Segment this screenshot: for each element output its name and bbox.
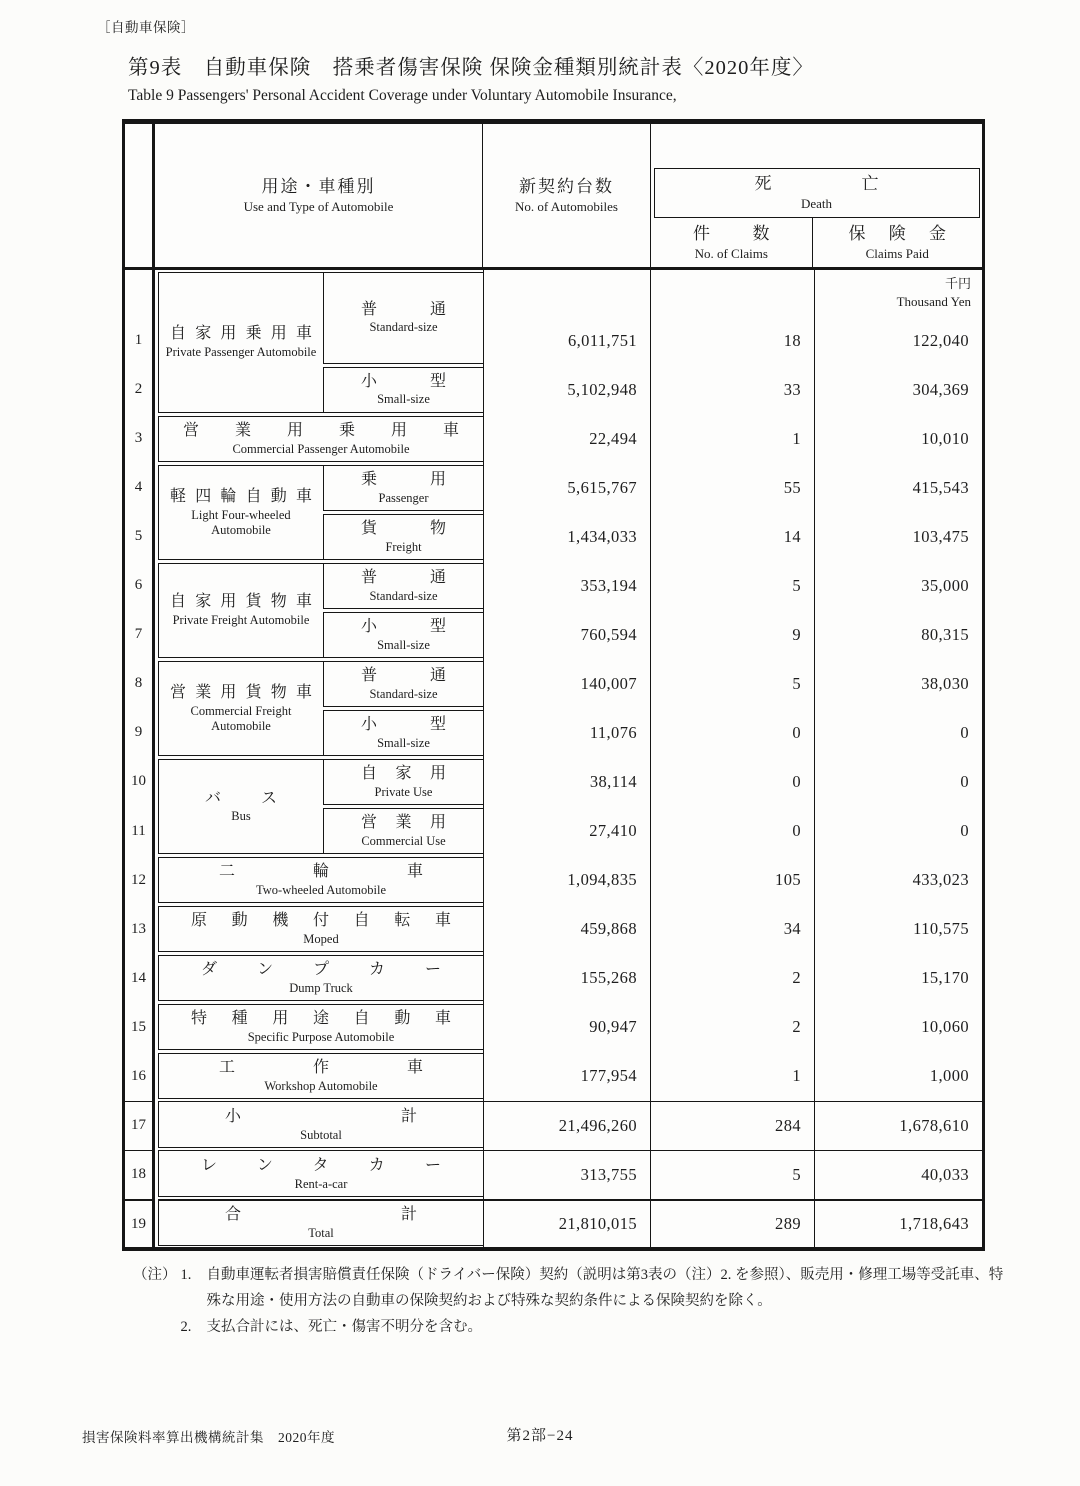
sub-label-row-10 (323, 759, 483, 805)
label-jp: 合計 (225, 1206, 417, 1224)
header-death-spacer (651, 124, 982, 168)
label-jp: 特種用途自動車 (191, 1010, 451, 1028)
row-18-automobiles: 313,755 (483, 1150, 651, 1199)
sub-label-en: Small-size (377, 392, 430, 407)
row-13-automobiles: 459,868 (483, 905, 651, 954)
row-19-no: 19 (125, 1199, 155, 1248)
row-12-paid: 433,023 (912, 870, 969, 890)
label-row-18-rentacar (158, 1150, 483, 1198)
row-2-claims: 33 (651, 365, 815, 414)
strip-rownum (125, 270, 155, 316)
sub-label-jp: 自家用 (361, 765, 446, 783)
unit-label-jp: 千円 (944, 276, 971, 291)
row-6-claims: 5 (651, 561, 815, 610)
table-body (125, 270, 982, 1248)
row-18-no: 18 (125, 1150, 155, 1199)
group-label-private-freight (158, 563, 323, 658)
header-use-type (155, 124, 483, 267)
row-8-no: 8 (125, 659, 155, 708)
row-16-paid: 1,000 (929, 1066, 969, 1086)
header-claims-count-jp: 件数 (693, 223, 770, 243)
row-4-claims: 55 (651, 463, 815, 512)
sub-label-row-9 (323, 710, 483, 756)
row-16-no: 16 (125, 1052, 155, 1101)
group-label-jp: 自家用乗用車 (170, 325, 312, 343)
row-11-paid: 0 (960, 821, 969, 841)
row-9-paid: 0 (960, 722, 969, 742)
label-row-16 (158, 1053, 483, 1099)
label-row-19-total (158, 1199, 483, 1247)
row-5-automobiles: 1,434,033 (483, 512, 651, 561)
label-jp: 二輪車 (219, 863, 423, 881)
row-10-paid: 0 (960, 771, 969, 791)
row-6-paid: 35,000 (921, 575, 969, 595)
label-en: Two-wheeled Automobile (256, 883, 386, 897)
group-label-jp: バス (205, 789, 277, 807)
footnote-2 (177, 1314, 1006, 1340)
header-death-group (654, 168, 980, 218)
row-3-no: 3 (125, 414, 155, 463)
label-jp: 小計 (225, 1107, 417, 1125)
group-label-jp: 営業用貨物車 (170, 684, 312, 702)
label-en: Rent-a-car (294, 1176, 348, 1191)
footer-page-number: 第2部−24 (506, 1428, 574, 1444)
row-17-no: 17 (125, 1101, 155, 1150)
header-claims-paid-jp: 保険金 (848, 223, 946, 243)
strip-claims (651, 270, 815, 316)
label-en: Total (308, 1226, 334, 1241)
group-label-jp: 軽四輪自動車 (170, 487, 312, 505)
row-1-paid: 122,040 (912, 330, 969, 350)
sub-label-en: Commercial Use (361, 833, 446, 848)
header-use-type-en: Use and Type of Automobile (243, 198, 394, 214)
group-label-en: Private Freight Automobile (172, 613, 310, 628)
row-4-automobiles: 5,615,767 (483, 463, 651, 512)
row-6-automobiles: 353,194 (483, 561, 651, 610)
row-9-automobiles: 11,076 (483, 708, 651, 757)
row-11-claims: 0 (651, 807, 815, 856)
sub-label-en: Small-size (377, 735, 430, 750)
group-label-en: Light Four-wheeled Automobile (191, 507, 291, 537)
header-death-jp: 死亡 (754, 174, 879, 194)
row-14-automobiles: 155,268 (483, 954, 651, 1003)
row-5-paid: 103,475 (912, 526, 969, 546)
sub-label-row-2 (323, 367, 483, 413)
label-en: Moped (303, 932, 339, 947)
label-en: Specific Purpose Automobile (247, 1030, 395, 1045)
row-17-claims: 284 (651, 1101, 815, 1150)
row-15-automobiles: 90,947 (483, 1003, 651, 1052)
row-15-no: 15 (125, 1003, 155, 1052)
sub-label-jp: 乗用 (361, 470, 446, 488)
row-19-automobiles: 21,810,015 (483, 1199, 651, 1248)
sub-label-en: Freight (385, 539, 422, 554)
header-claims-paid-en: Claims Paid (865, 245, 929, 261)
sub-label-en: Standard-size (369, 320, 438, 335)
row-12-no: 12 (125, 856, 155, 905)
page-title: 第9表 自動車保険 搭乗者傷害保険 保険金種類別統計表〈2020年度〉 (128, 57, 814, 79)
header-claims-paid (813, 218, 983, 267)
row-3-paid: 10,010 (921, 428, 969, 448)
row-2-automobiles: 5,102,948 (483, 365, 651, 414)
sub-label-jp: 営業用 (361, 814, 446, 832)
row-6-no: 6 (125, 561, 155, 610)
row-17-paid: 1,678,610 (815, 1101, 982, 1150)
header-death-section (651, 124, 982, 267)
header-use-type-jp: 用途・車種別 (261, 176, 376, 196)
row-8-paid: 38,030 (921, 673, 969, 693)
label-jp: ダンプカー (201, 961, 441, 979)
label-row-14 (158, 955, 483, 1001)
sub-label-en: Small-size (377, 637, 430, 652)
table-header (125, 124, 982, 270)
row-7-automobiles: 760,594 (483, 610, 651, 659)
sub-label-jp: 普通 (361, 568, 446, 586)
label-jp: 工作車 (219, 1059, 423, 1077)
unit-label (815, 270, 982, 316)
footer-source: 損害保険料率算出機構統計集 2020年度 (82, 1430, 335, 1445)
header-death-en: Death (800, 196, 833, 212)
label-en: Dump Truck (289, 981, 353, 996)
label-jp: 原動機付自転車 (191, 912, 451, 930)
page-subtitle: Table 9 Passengers' Personal Accident Coverage under Voluntary Automobile Insurance, (128, 87, 677, 104)
header-death-subcolumns (651, 218, 982, 267)
label-en: Subtotal (300, 1127, 342, 1142)
sub-label-row-4 (323, 465, 483, 511)
sub-label-row-8 (323, 661, 483, 707)
row-9-no: 9 (125, 708, 155, 757)
label-row-12 (158, 857, 483, 903)
sub-label-row-11 (323, 808, 483, 854)
row-7-claims: 9 (651, 610, 815, 659)
row-8-claims: 5 (651, 659, 815, 708)
group-label-bus (158, 759, 323, 854)
footnote-1-text: 自動車運転者損害賠償責任保険（ドライバー保険）契約（説明は第3表の（注）2. を参照）、販売用・修理工場等受託車、特殊な用途・使用方法の自動車の保険契約および特殊な契約条件による保険契約を除く。 (206, 1267, 1004, 1310)
group-label-light-four-wheeled (158, 465, 323, 560)
label-row-15 (158, 1004, 483, 1050)
footnote-label: （注） (133, 1267, 177, 1283)
unit-label-en: Thousand Yen (896, 294, 971, 310)
label-jp: 営業用乗用車 (183, 421, 459, 439)
footnote-2-number: 2. (180, 1319, 192, 1336)
row-14-no: 14 (125, 954, 155, 1003)
sub-label-jp: 普通 (361, 300, 446, 318)
header-claims-count-en: No. of Claims (694, 245, 768, 261)
row-7-paid: 80,315 (921, 624, 969, 644)
header-automobiles-jp: 新契約台数 (519, 176, 614, 196)
header-automobiles (483, 124, 651, 267)
label-en: Workshop Automobile (264, 1079, 378, 1094)
sub-label-jp: 小型 (361, 617, 446, 635)
row-18-paid: 40,033 (815, 1150, 982, 1199)
row-2-paid: 304,369 (912, 379, 969, 399)
row-16-claims: 1 (651, 1052, 815, 1101)
row-10-automobiles: 38,114 (483, 757, 651, 806)
sub-label-row-6 (323, 563, 483, 609)
row-5-no: 5 (125, 512, 155, 561)
statistics-table (122, 119, 985, 1251)
sub-label-en: Standard-size (369, 686, 438, 701)
footnote-1-number: 1. (180, 1267, 192, 1283)
label-row-13 (158, 906, 483, 952)
row-13-paid: 110,575 (913, 919, 969, 939)
row-12-automobiles: 1,094,835 (483, 856, 651, 905)
sub-label-en: Standard-size (369, 588, 438, 603)
row-1-automobiles: 6,011,751 (483, 316, 651, 365)
row-5-claims: 14 (651, 512, 815, 561)
label-row-17-subtotal (158, 1101, 483, 1149)
row-13-claims: 34 (651, 905, 815, 954)
row-10-no: 10 (125, 757, 155, 806)
row-13-no: 13 (125, 905, 155, 954)
row-12-claims: 105 (651, 856, 815, 905)
strip-automobiles (483, 270, 651, 316)
row-1-claims: 18 (651, 316, 815, 365)
group-label-en: Commercial Freight Automobile (190, 703, 292, 733)
row-3-claims: 1 (651, 414, 815, 463)
header-claims-count (651, 218, 813, 267)
header-rownum-spacer (125, 124, 155, 267)
row-7-no: 7 (125, 610, 155, 659)
group-label-commercial-freight (158, 661, 323, 756)
row-18-claims: 5 (651, 1150, 815, 1199)
sub-label-jp: 貨物 (361, 519, 446, 537)
row-9-claims: 0 (651, 708, 815, 757)
label-en: Commercial Passenger Automobile (232, 441, 410, 456)
row-17-automobiles: 21,496,260 (483, 1101, 651, 1150)
row-4-no: 4 (125, 463, 155, 512)
row-11-no: 11 (125, 807, 155, 856)
footnote-2-text: 支払合計には、死亡・傷害不明分を含む。 (206, 1319, 482, 1336)
sub-label-jp: 普通 (361, 666, 446, 684)
row-14-claims: 2 (651, 954, 815, 1003)
row-10-claims: 0 (651, 757, 815, 806)
sub-label-row-1 (323, 272, 483, 364)
row-15-paid: 10,060 (921, 1017, 969, 1037)
sub-label-jp: 小型 (361, 716, 446, 734)
header-automobiles-en: No. of Automobiles (515, 198, 618, 214)
row-16-automobiles: 177,954 (483, 1052, 651, 1101)
row-19-claims: 289 (651, 1199, 815, 1248)
row-15-claims: 2 (651, 1003, 815, 1052)
row-4-paid: 415,543 (912, 477, 969, 497)
group-label-en: Bus (231, 809, 251, 824)
group-label-private-passenger (158, 272, 323, 413)
row-1-no: 1 (125, 316, 155, 365)
row-2-no: 2 (125, 365, 155, 414)
sub-label-row-7 (323, 612, 483, 658)
row-14-paid: 15,170 (921, 968, 969, 988)
row-8-automobiles: 140,007 (483, 659, 651, 708)
group-label-jp: 自家用貨物車 (170, 593, 312, 611)
label-jp: レンタカー (201, 1156, 441, 1174)
category-tag: ［自動車保険］ (97, 20, 195, 35)
sub-label-row-5 (323, 514, 483, 560)
sub-label-en: Private Use (374, 784, 433, 799)
sub-label-en: Passenger (378, 490, 429, 505)
sub-label-jp: 小型 (361, 372, 446, 390)
footnote-1 (177, 1262, 1006, 1314)
group-label-en: Private Passenger Automobile (165, 344, 317, 359)
row-11-automobiles: 27,410 (483, 807, 651, 856)
label-row-3 (158, 416, 483, 462)
footnotes (133, 1262, 1005, 1340)
row-19-paid: 1,718,643 (815, 1199, 982, 1248)
row-3-automobiles: 22,494 (483, 414, 651, 463)
